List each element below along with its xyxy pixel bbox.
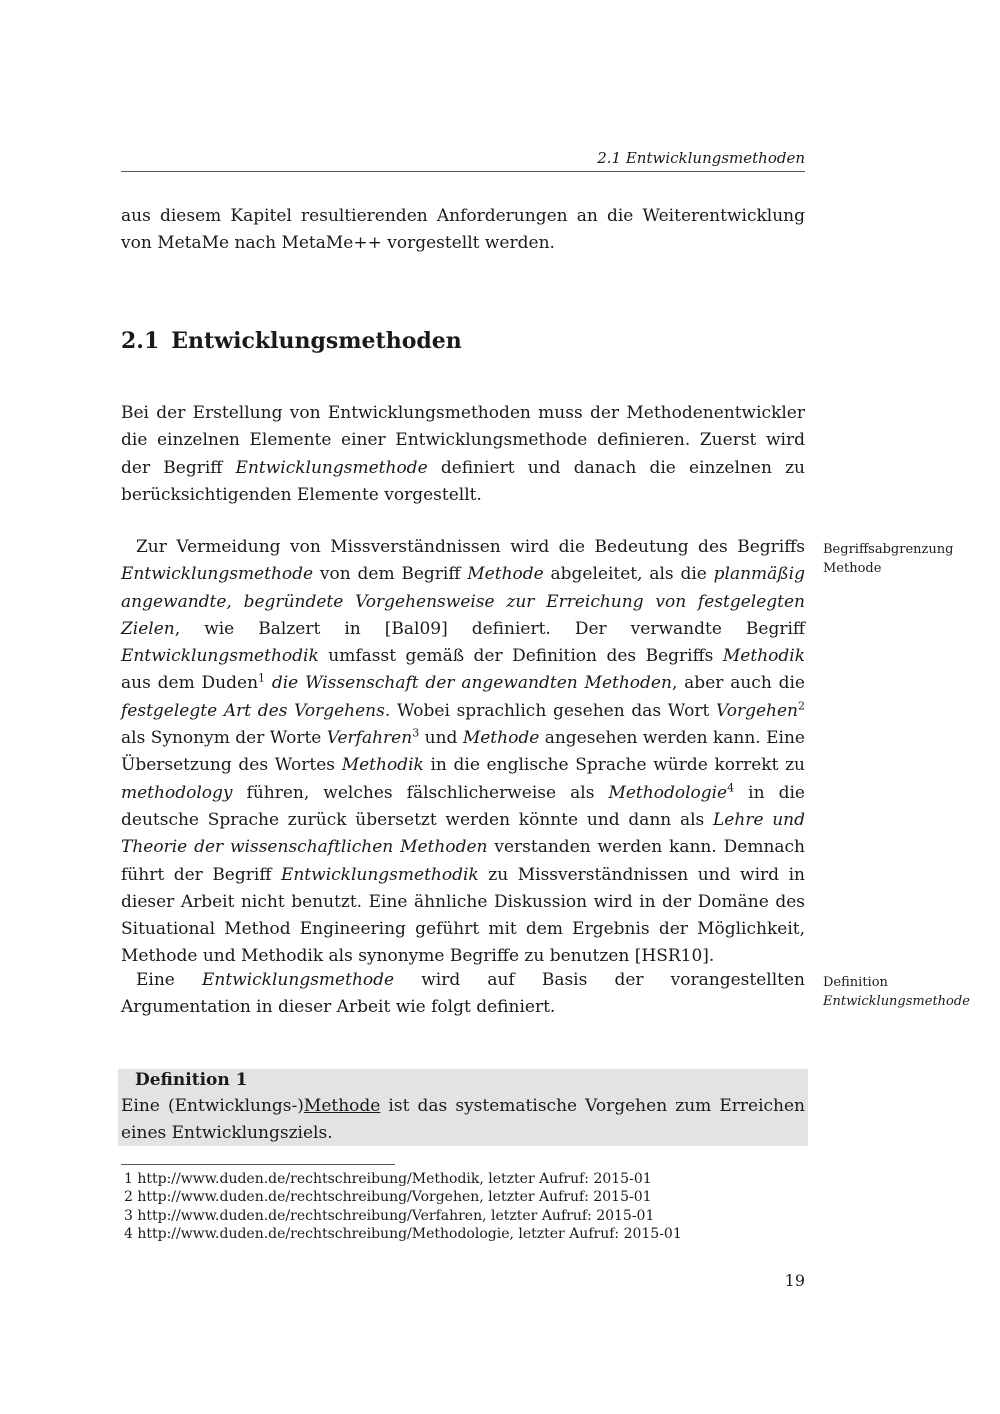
footnote-rule [121,1164,395,1165]
running-head: 2.1 Entwicklungsmethoden [597,149,805,167]
definition-box [118,1069,808,1146]
footnote-1: 1 http://www.duden.de/rechtschreibung/Methodik, letzter Aufruf: 2015-01 [124,1171,652,1187]
footnote-ref-4[interactable]: 4 [727,781,735,795]
footnote-ref-3[interactable]: 3 [412,726,420,740]
page-header [121,148,805,172]
page-number: 19 [784,1271,805,1290]
section-heading [121,326,462,356]
intro-text: aus diesem Kapitel resultierenden Anforderungen an die Weiterentwicklung von MetaMe nach MetaMe++ vorgestellt werden. [121,206,805,254]
section-title: Entwicklungsmethoden [171,328,462,354]
footnotes [124,1170,682,1243]
definition-text: Eine (Entwicklungs-)Methode ist das systematische Vorgehen zum Erreichen eines Entwicklungsziels. [121,1096,805,1144]
footnote-2: 2 http://www.duden.de/rechtschreibung/Vorgehen, letzter Aufruf: 2015-01 [124,1189,652,1206]
definition-title: Definition 1 [135,1070,248,1090]
paragraph-3: Eine Entwicklungsmethode wird auf Basis der vorangestellten Argumentation in dieser Arbeit wie folgt definiert. [121,970,805,1018]
paragraph-1: Bei der Erstellung von Entwicklungsmethoden muss der Methodenentwickler die einzelnen Elemente einer Entwicklungsmethode definieren. Zuerst wird der Begriff Entwicklungsmethode definiert und danach die einzelnen zu berücksichtigenden Elemente vorgestellt. [121,403,805,505]
paragraph-2: Zur Vermeidung von Missverständnissen wird die Bedeutung des Begriffs Entwicklungsmethode von dem Begriff Methode abgeleitet, als die planmäßig angewandte, begründete Vorgehensweise zur Erreichung von festgelegten Zielen, wie Balzert in [Bal09] definiert. Der verwandte Begriff Entwicklungsmethodik umfasst gemäß der Definition des Begriffs Methodik aus dem Duden$^1$ die Wissenschaft der angewandten Methoden, aber auch die festgelegte Art des Vorgehens. Wobei sprachlich gesehen das Wort Vorgehen$^2$ als Synonym der Worte Verfahren$^3$ und Methode angesehen werden kann. Eine Übersetzung des Wortes Methodik in die englische Sprache würde korrekt zu methodology führen, welches fälschlicherweise als Methodologie$^4$ in die deutsche Sprache zurück übersetzt werden könnte und dann als Lehre und Theorie der wissenschaftlichen Methoden verstanden werden kann. Demnach führt der Begriff Entwicklungsmethodik zu Missverständnissen und wird in dieser Arbeit nicht benutzt. Eine ähnliche Diskussion wird in der Domäne des Situational Method Engineering geführt mit dem Ergebnis der Möglichkeit, Methode und Methodik als synonyme Begriffe zu benutzen [HSR10]. [121,537,806,967]
section-number: 2.1 [121,328,160,354]
footnote-ref-1[interactable]: 1 [258,671,266,685]
footnote-ref-2[interactable]: 2 [798,699,805,713]
footnote-4: 4 http://www.duden.de/rechtschreibung/Methodologie, letzter Aufruf: 2015-01 [124,1225,682,1242]
intro-paragraph [121,203,805,258]
footnote-3: 3 http://www.duden.de/rechtschreibung/Verfahren, letzter Aufruf: 2015-01 [124,1207,655,1224]
margin-note-definition: Definition Entwicklungsmethode [823,975,970,1009]
margin-note-begriffsabgrenzung: Begriffsabgrenzung Methode [823,542,954,576]
